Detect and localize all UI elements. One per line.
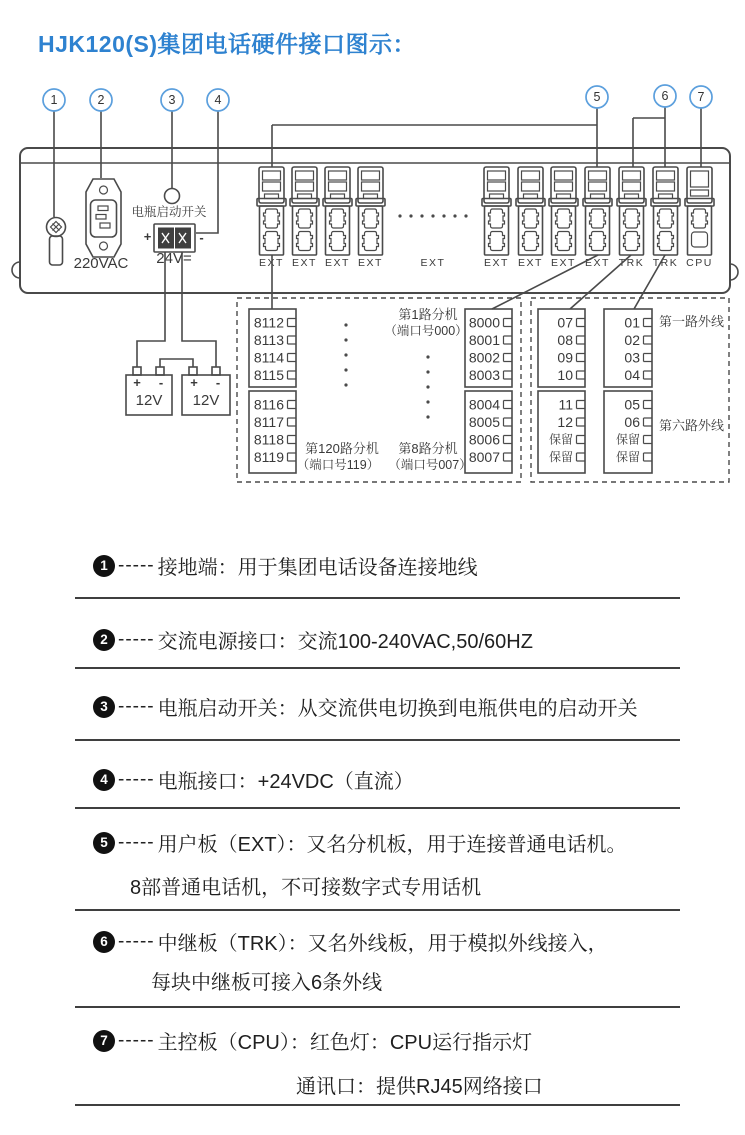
trunk-ports-col1 bbox=[549, 315, 585, 465]
battery2-plus: + bbox=[190, 375, 198, 390]
svg-text:4: 4 bbox=[214, 93, 222, 107]
panel-left-ear bbox=[12, 262, 20, 278]
ext-card-6 bbox=[516, 167, 545, 255]
legend-separator bbox=[75, 909, 680, 911]
svg-text:8112: 8112 bbox=[253, 314, 284, 331]
ext-card-3 bbox=[323, 167, 352, 255]
card-label-dots-group: EXT bbox=[420, 257, 446, 269]
svg-text:03: 03 bbox=[624, 349, 640, 366]
extension-ports-col2 bbox=[469, 315, 512, 466]
dc-terminal-label: 24V= bbox=[156, 250, 192, 267]
svg-text:8116: 8116 bbox=[253, 396, 284, 413]
battery2-minus: - bbox=[215, 375, 221, 390]
legend-item-2: 2 ----- 交流电源接口：交流100-240VAC,50/60HZ bbox=[93, 625, 533, 654]
legend-bullet-5: 5 bbox=[93, 832, 115, 854]
svg-text:05: 05 bbox=[624, 396, 640, 413]
legend-separator bbox=[75, 807, 680, 809]
card-label: CPU bbox=[686, 257, 713, 269]
card-slots bbox=[257, 167, 714, 255]
legend-item-6: 6 ----- 中继板（TRK）：又名外线板，用于模拟外线接入， bbox=[93, 927, 608, 956]
legend-bullet-1: 1 bbox=[93, 555, 115, 577]
legend-separator bbox=[75, 597, 680, 599]
dc-plus-sign: + bbox=[143, 229, 152, 244]
ext-card-5 bbox=[482, 167, 511, 255]
svg-text:8007: 8007 bbox=[468, 449, 500, 465]
legend-text-1: 接地端：用于集团电话设备连接地线 bbox=[157, 557, 478, 579]
battery1-label: 12V bbox=[135, 392, 163, 409]
svg-text:7: 7 bbox=[697, 90, 705, 104]
svg-text:8113: 8113 bbox=[253, 332, 284, 348]
svg-text:8119: 8119 bbox=[253, 449, 284, 465]
svg-text:8003: 8003 bbox=[468, 367, 500, 383]
ext-card-7 bbox=[549, 167, 578, 255]
card-label: TRK bbox=[618, 257, 645, 269]
card-label: EXT bbox=[325, 257, 350, 269]
legend-text-2: 交流电源接口：交流100-240VAC,50/60HZ bbox=[157, 631, 533, 653]
battery1-plus: + bbox=[133, 375, 141, 390]
trk-card-2 bbox=[651, 167, 680, 255]
legend-separator bbox=[75, 739, 680, 741]
svg-text:8006: 8006 bbox=[468, 431, 500, 448]
battery-switch-label: 电瓶启动开关 bbox=[131, 205, 207, 219]
svg-text:8001: 8001 bbox=[468, 332, 500, 348]
legend-text-6: 中继板（TRK）：又名外线板，用于模拟外线接入， bbox=[157, 933, 608, 955]
battery-2 bbox=[182, 375, 230, 415]
ext-card-8 bbox=[583, 167, 612, 255]
extension-port-box bbox=[237, 298, 521, 482]
first-trunk-label: 第一路外线 bbox=[659, 314, 725, 329]
legend-text-4: 电瓶接口：+24VDC（直流） bbox=[157, 771, 414, 793]
ellipsis-dots-panel bbox=[398, 214, 467, 217]
svg-text:07: 07 bbox=[557, 314, 573, 331]
ext-card-2 bbox=[290, 167, 319, 255]
svg-text:1: 1 bbox=[50, 93, 58, 107]
svg-text:8114: 8114 bbox=[253, 349, 284, 366]
legend-bullet-6: 6 bbox=[93, 931, 115, 953]
dc-terminal-block bbox=[154, 224, 195, 252]
extension-ports-col1 bbox=[254, 315, 296, 466]
legend-bullet-7: 7 bbox=[93, 1030, 115, 1052]
battery-wiring bbox=[133, 252, 220, 375]
card-label: EXT bbox=[292, 257, 317, 269]
svg-text:09: 09 bbox=[557, 349, 573, 366]
svg-text:6: 6 bbox=[661, 89, 669, 103]
trunk-ports-col2 bbox=[616, 315, 652, 465]
svg-text:8002: 8002 bbox=[468, 349, 500, 366]
battery-1 bbox=[126, 375, 172, 415]
legend-dash: ----- bbox=[118, 554, 155, 576]
legend-separator bbox=[75, 667, 680, 669]
legend-separator bbox=[75, 1006, 680, 1008]
svg-text:06: 06 bbox=[624, 414, 640, 430]
ext8-label: 第8路分机 bbox=[398, 441, 458, 456]
card-label: EXT bbox=[259, 257, 284, 269]
svg-text:08: 08 bbox=[557, 332, 573, 348]
svg-text:8004: 8004 bbox=[468, 396, 500, 413]
svg-text:保留: 保留 bbox=[615, 432, 640, 447]
svg-text:11: 11 bbox=[558, 396, 573, 413]
battery2-label: 12V bbox=[192, 392, 220, 409]
card-label: EXT bbox=[518, 257, 543, 269]
legend-bullet-2: 2 bbox=[93, 629, 115, 651]
svg-text:8117: 8117 bbox=[253, 414, 284, 430]
svg-text:02: 02 bbox=[624, 332, 640, 348]
page-title: HJK120(S)集团电话硬件接口图示： bbox=[38, 31, 417, 57]
svg-text:5: 5 bbox=[593, 90, 601, 104]
ground-terminal-icon bbox=[47, 218, 66, 266]
callout-markers bbox=[43, 85, 712, 111]
card-label: EXT bbox=[551, 257, 576, 269]
ext120-port-label: （端口号119） bbox=[296, 458, 380, 472]
sixth-trunk-label: 第六路外线 bbox=[659, 418, 725, 433]
legend-text-6-line2: 每块中继板可接入6条外线 bbox=[151, 972, 383, 994]
first-extension-label: 第1路分机 bbox=[398, 307, 458, 322]
battery1-minus: - bbox=[158, 375, 164, 390]
ext-card-1 bbox=[257, 167, 286, 255]
card-label: EXT bbox=[358, 257, 383, 269]
svg-text:保留: 保留 bbox=[548, 450, 573, 464]
legend-item-7: 7 ----- 主控板（CPU）：红色灯：CPU运行指示灯 bbox=[93, 1026, 532, 1055]
svg-text:保留: 保留 bbox=[548, 432, 573, 447]
legend-text-5: 用户板（EXT）：又名分机板，用于连接普通电话机。 bbox=[157, 834, 627, 856]
legend-text-7: 主控板（CPU）：红色灯：CPU运行指示灯 bbox=[157, 1032, 533, 1054]
legend-separator bbox=[75, 1104, 680, 1106]
legend-text-5-line2: 8部普通电话机，不可接数字式专用话机 bbox=[130, 877, 482, 899]
svg-text:8115: 8115 bbox=[253, 367, 284, 383]
ac-socket-icon bbox=[86, 179, 121, 257]
svg-text:10: 10 bbox=[557, 367, 573, 383]
trk-card-1 bbox=[617, 167, 646, 255]
trunk-port-box bbox=[531, 298, 729, 482]
svg-text:8005: 8005 bbox=[468, 414, 500, 430]
ext-card-4 bbox=[356, 167, 385, 255]
card-label: EXT bbox=[585, 257, 610, 269]
legend-bullet-3: 3 bbox=[93, 696, 115, 718]
card-label: EXT bbox=[484, 257, 509, 269]
hardware-diagram bbox=[0, 0, 745, 500]
legend-item-4: 4 ----- 电瓶接口：+24VDC（直流） bbox=[93, 765, 414, 794]
legend-text-7-line2: 通讯口：提供RJ45网络接口 bbox=[296, 1076, 543, 1098]
ext8-port-label: （端口号007） bbox=[388, 458, 472, 472]
legend-item-5: 5 ----- 用户板（EXT）：又名分机板，用于连接普通电话机。 bbox=[93, 828, 627, 857]
svg-text:12: 12 bbox=[557, 414, 573, 430]
ext120-label: 第120路分机 bbox=[305, 441, 379, 456]
legend-text-3: 电瓶启动开关：从交流供电切换到电瓶供电的启动开关 bbox=[157, 698, 638, 720]
card-label: TRK bbox=[652, 257, 679, 269]
svg-text:8000: 8000 bbox=[468, 314, 500, 331]
svg-text:3: 3 bbox=[168, 93, 176, 107]
ac-socket-label: 220VAC bbox=[73, 255, 129, 272]
svg-text:04: 04 bbox=[624, 367, 640, 383]
svg-text:保留: 保留 bbox=[615, 450, 640, 464]
first-extension-port-label: （端口号000） bbox=[384, 324, 468, 338]
legend-bullet-4: 4 bbox=[93, 769, 115, 791]
dc-minus-sign: - bbox=[199, 230, 204, 245]
legend-item-1 bbox=[93, 551, 478, 580]
cpu-card bbox=[685, 167, 714, 255]
battery-switch-icon bbox=[165, 189, 180, 204]
svg-text:01: 01 bbox=[624, 314, 640, 331]
legend-item-3: 3 ----- 电瓶启动开关：从交流供电切换到电瓶供电的启动开关 bbox=[93, 692, 638, 721]
card-labels bbox=[259, 257, 713, 269]
panel-right-ear bbox=[730, 264, 738, 280]
svg-text:2: 2 bbox=[97, 93, 105, 107]
svg-text:8118: 8118 bbox=[253, 431, 284, 448]
